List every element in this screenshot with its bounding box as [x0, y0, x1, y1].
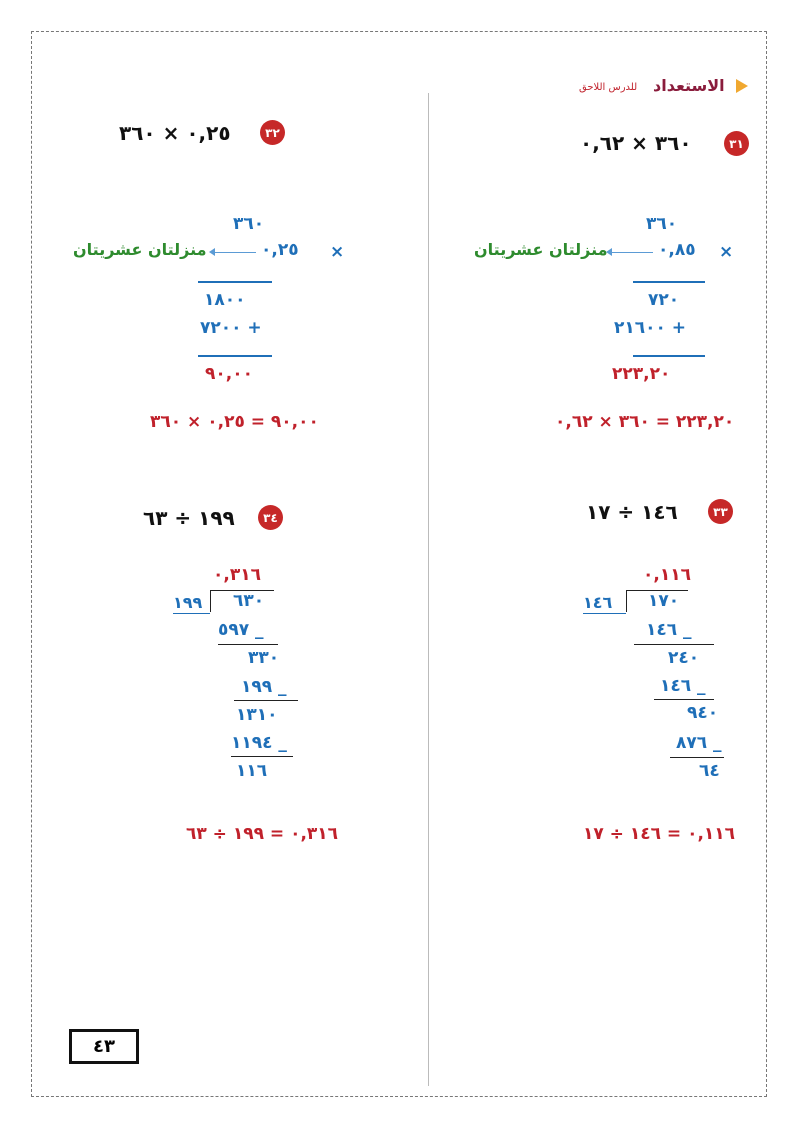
p34-remainder-3: ١١٦ [236, 761, 268, 781]
p31-line-2 [633, 355, 705, 357]
problem-32-badge: ٣٢ [260, 120, 285, 145]
p32-line-2 [198, 355, 272, 357]
p34-divisor-underline [173, 613, 210, 614]
p31-decimal-note: منزلتان عشريتان [474, 240, 608, 259]
arrow-left-icon [214, 252, 256, 253]
header-title: الاستعداد [653, 76, 725, 95]
p33-subtract-1: ١٤٦ _ [646, 620, 692, 640]
p34-remainder-2: ١٣١٠ [236, 705, 278, 725]
p31-result: ٢٢٣,٢٠ [612, 364, 671, 384]
p32-decimal-note: منزلتان عشريتان [73, 240, 207, 259]
problem-32-title: ٠,٢٥ × ٣٦٠ [119, 121, 231, 145]
page-frame [31, 31, 767, 1097]
p34-line-1 [218, 644, 278, 645]
p31-final: ٢٢٣,٢٠ = ٣٦٠ × ٠,٦٢ [555, 412, 735, 432]
problem-34-title: ١٩٩ ÷ ٦٣ [143, 506, 235, 530]
p34-dividend: ٦٣٠ [233, 591, 265, 611]
p32-partial-2: ٧٢٠٠ + [200, 318, 262, 338]
p33-line-1 [634, 644, 714, 645]
problem-34-badge: ٣٤ [258, 505, 283, 530]
triangle-icon [736, 79, 748, 93]
p32-line-1 [198, 281, 272, 283]
p33-division-bracket [626, 590, 627, 612]
p34-final: ٠,٣١٦ = ١٩٩ ÷ ٦٣ [186, 824, 339, 844]
p34-subtract-3: ١١٩٤ _ [231, 733, 287, 753]
problem-33-title: ١٤٦ ÷ ١٧ [586, 500, 678, 524]
p33-subtract-3: ٨٧٦ _ [676, 733, 722, 753]
p34-subtract-1: ٥٩٧ _ [218, 620, 264, 640]
problem-33-badge: ٣٣ [708, 499, 733, 524]
p34-division-bracket [210, 590, 211, 612]
column-divider [428, 93, 429, 1086]
p33-divisor: ١٤٦ [583, 593, 613, 612]
problem-31-badge: ٣١ [724, 131, 749, 156]
p33-line-3 [670, 757, 724, 758]
p34-quotient: ٠,٣١٦ [213, 565, 261, 585]
p32-final: ٩٠,٠٠ = ٠,٢٥ × ٣٦٠ [150, 412, 319, 432]
p31-partial-2: ٢١٦٠٠ + [614, 318, 687, 338]
page-number: ٤٣ [69, 1029, 139, 1064]
p31-factor-2: ٠,٨٥ [658, 240, 696, 260]
p32-factor-1: ٣٦٠ [233, 214, 265, 234]
p32-partial-1: ١٨٠٠ [204, 290, 246, 310]
problem-31-title: ٣٦٠ × ٠,٦٢ [580, 131, 692, 155]
p33-remainder-3: ٦٤ [699, 761, 720, 781]
p33-remainder-1: ٢٤٠ [668, 648, 700, 668]
p33-dividend: ١٧٠ [648, 591, 680, 611]
p34-remainder-1: ٣٣٠ [248, 648, 280, 668]
p34-line-3 [231, 756, 293, 757]
p34-subtract-2: ١٩٩ _ [241, 677, 287, 697]
p33-subtract-2: ١٤٦ _ [660, 676, 706, 696]
p32-times-sign: × [330, 242, 345, 262]
header-subtitle: للدرس اللاحق [579, 82, 638, 93]
p33-final: ٠,١١٦ = ١٤٦ ÷ ١٧ [583, 824, 736, 844]
p34-line-2 [234, 700, 298, 701]
p32-result: ٩٠,٠٠ [205, 364, 253, 384]
p31-factor-1: ٣٦٠ [646, 214, 678, 234]
p33-line-2 [654, 699, 714, 700]
p34-divisor: ١٩٩ [173, 593, 203, 612]
p32-factor-2: ٠,٢٥ [261, 240, 299, 260]
p31-line-1 [633, 281, 705, 283]
p31-partial-1: ٧٢٠ [648, 290, 680, 310]
arrow-left-icon [611, 252, 653, 253]
p31-times-sign: × [719, 242, 734, 262]
p33-divisor-underline [583, 613, 626, 614]
p33-quotient: ٠,١١٦ [643, 565, 691, 585]
p33-remainder-2: ٩٤٠ [687, 703, 719, 723]
